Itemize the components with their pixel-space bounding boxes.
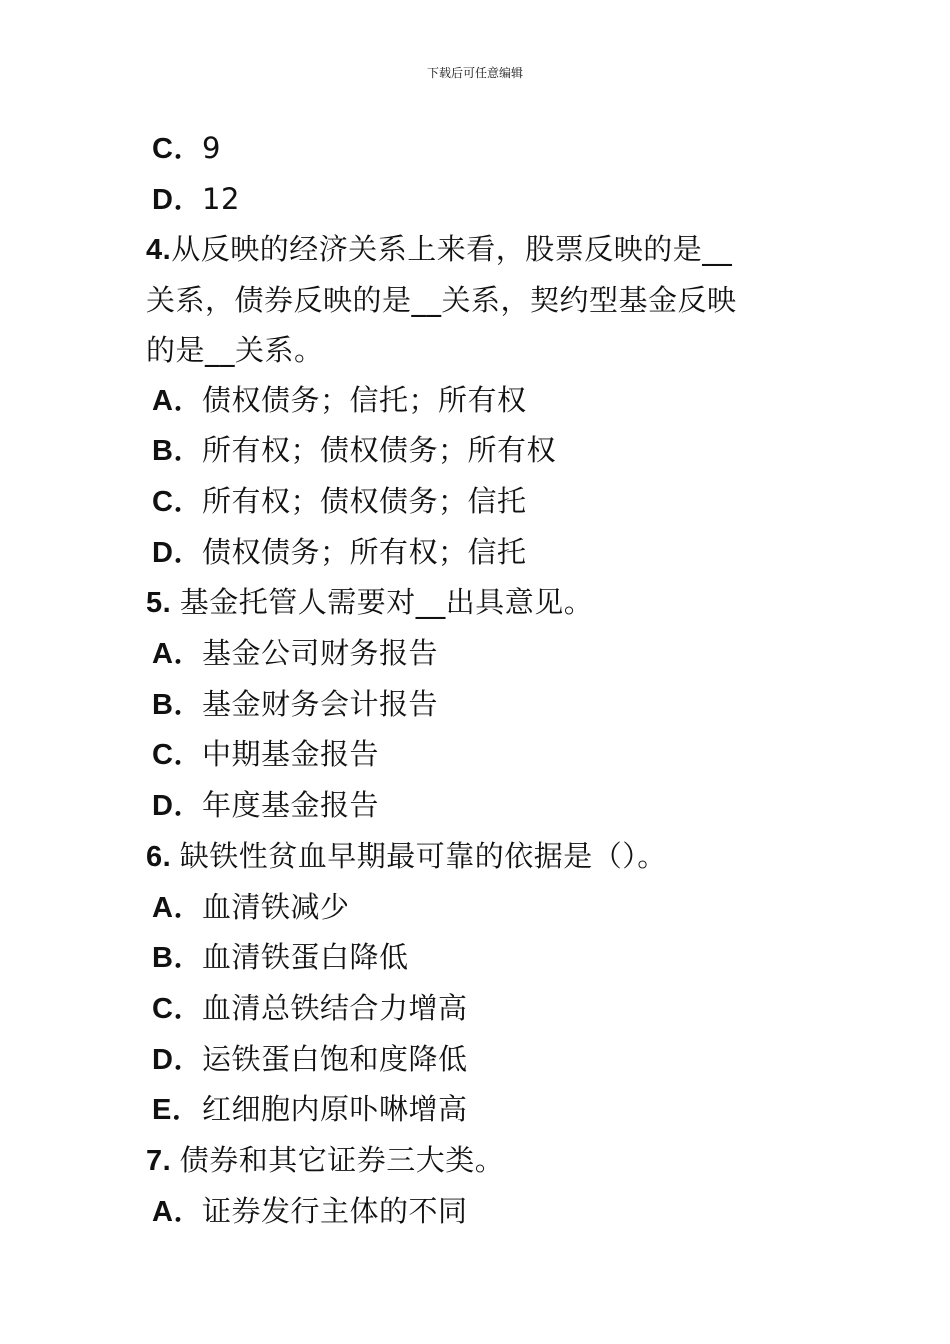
option-text: 中期基金报告 (202, 737, 380, 772)
question-body: 的是__关系。 (146, 332, 324, 367)
question-text (146, 832, 826, 883)
answer-option (146, 933, 826, 984)
question-number: 7. (146, 1145, 180, 1178)
option-letter: B． (152, 688, 203, 721)
option-letter: C． (152, 739, 203, 772)
option-text: 基金财务会计报告 (202, 686, 439, 721)
question-text-continuation (146, 326, 826, 376)
option-text: 血清总铁结合力增高 (202, 990, 468, 1025)
option-letter: A． (152, 1195, 203, 1228)
option-text: 所有权；债权债务；信托 (202, 483, 527, 518)
answer-option (146, 781, 826, 832)
option-text: 债权债务；信托；所有权 (202, 382, 527, 417)
question-number: 6. (146, 840, 180, 873)
answer-option (146, 984, 826, 1035)
document-body (146, 124, 826, 1237)
answer-option (146, 376, 826, 427)
option-text: 债权债务；所有权；信托 (202, 534, 527, 569)
option-text: 9 (202, 131, 221, 165)
page-header: 下载后可任意编辑 (426, 66, 523, 80)
answer-option (146, 680, 826, 731)
option-text: 红细胞内原卟啉增高 (202, 1092, 468, 1127)
option-letter: D． (152, 1043, 203, 1076)
answer-option (146, 730, 826, 781)
option-letter: C． (152, 992, 203, 1025)
option-letter: C． (152, 133, 203, 165)
answer-option (146, 477, 826, 528)
option-text: 证券发行主体的不同 (202, 1193, 468, 1228)
question-text (146, 1136, 826, 1187)
option-text: 12 (202, 181, 240, 216)
answer-option (146, 528, 826, 579)
answer-option (146, 426, 826, 477)
option-letter: A． (152, 384, 203, 417)
option-letter: B． (152, 942, 203, 975)
question-body: 关系，债券反映的是__关系，契约型基金反映 (146, 283, 737, 318)
question-text (146, 578, 826, 629)
question-body: 从反映的经济关系上来看，股票反映的是__ (171, 232, 733, 267)
question-number: 5. (146, 587, 180, 620)
answer-option (146, 1085, 826, 1136)
answer-option (146, 883, 826, 934)
answer-option (146, 124, 826, 175)
option-letter: E． (152, 1094, 202, 1127)
option-letter: C． (152, 485, 203, 518)
question-body: 基金托管人需要对__出具意见。 (179, 585, 594, 620)
answer-option (146, 1035, 826, 1086)
question-body: 债券和其它证券三大类。 (179, 1143, 505, 1178)
option-text: 所有权；债权债务；所有权 (202, 433, 557, 468)
answer-option (146, 1187, 826, 1238)
option-text: 血清铁减少 (202, 889, 350, 924)
answer-option (146, 629, 826, 680)
option-letter: D． (152, 183, 203, 216)
option-text: 基金公司财务报告 (202, 636, 439, 671)
option-text: 年度基金报告 (202, 788, 380, 823)
option-text: 血清铁蛋白降低 (202, 940, 409, 975)
option-letter: D． (152, 536, 203, 569)
option-letter: D． (152, 790, 203, 823)
option-text: 运铁蛋白饱和度降低 (202, 1041, 468, 1076)
question-text (146, 225, 826, 276)
option-letter: A． (152, 891, 203, 924)
question-number: 4. (146, 234, 172, 267)
option-letter: A． (152, 638, 203, 671)
question-text-continuation (146, 276, 826, 326)
question-body: 缺铁性贫血早期最可靠的依据是（）。 (179, 838, 667, 873)
answer-option (146, 175, 826, 226)
option-letter: B． (152, 435, 203, 468)
